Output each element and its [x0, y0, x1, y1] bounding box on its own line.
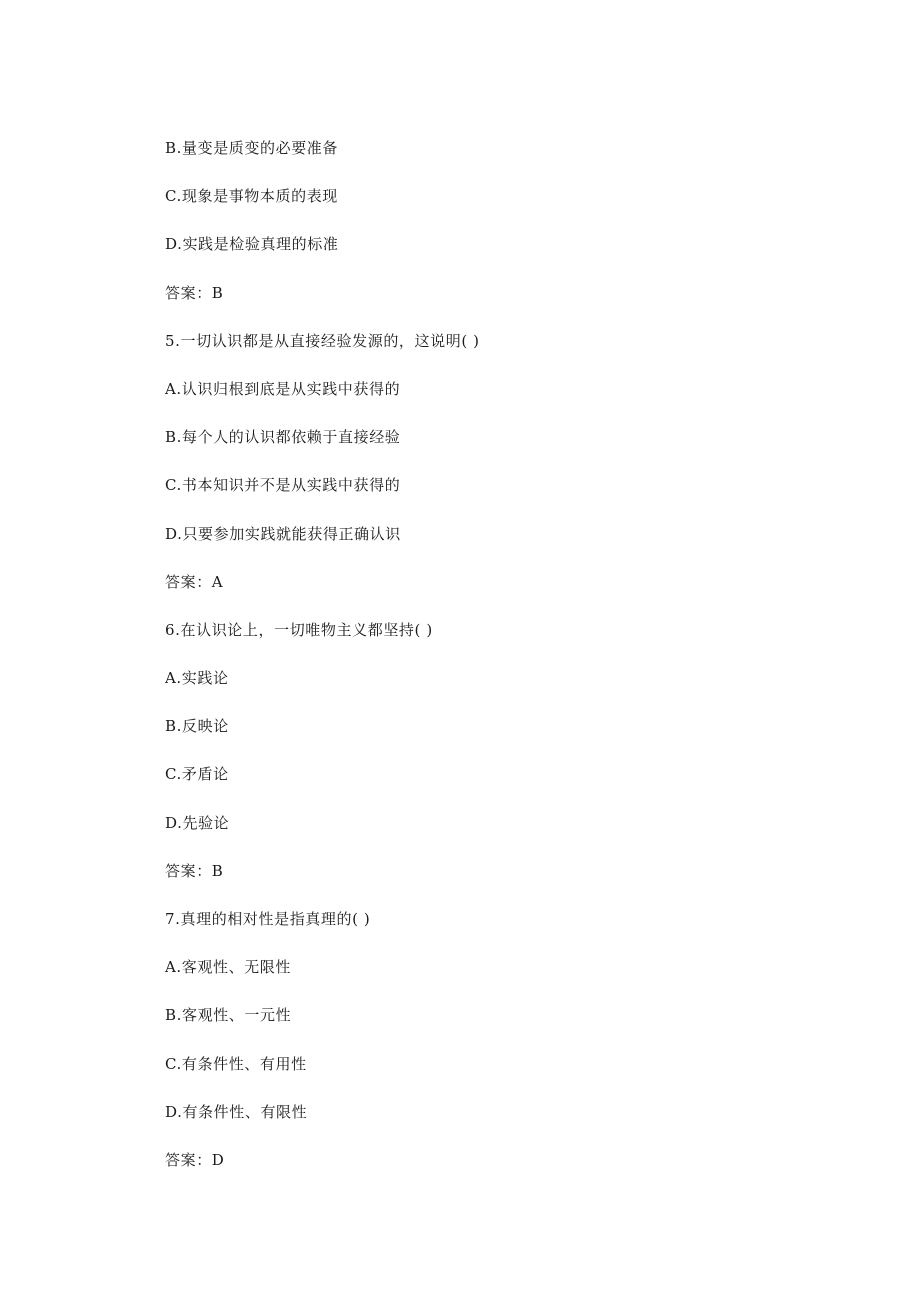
option-5c: C.书本知识并不是从实践中获得的 — [165, 476, 401, 495]
answer-4: 答案：B — [165, 283, 224, 302]
question-5: 5.一切认识都是从直接经验发源的，这说明( ) — [165, 331, 480, 350]
question-7: 7.真理的相对性是指真理的( ) — [165, 910, 371, 928]
option-6b: B.反映论 — [165, 717, 229, 736]
option-7d: D.有条件性、有限性 — [165, 1102, 308, 1121]
option-6c: C.矛盾论 — [165, 765, 229, 784]
option-4b: B.量变是质变的必要准备 — [165, 139, 338, 157]
option-6d: D.先验论 — [165, 813, 230, 832]
option-5b: B.每个人的认识都依赖于直接经验 — [165, 428, 401, 447]
answer-6: 答案：B — [165, 861, 224, 880]
option-4c: C.现象是事物本质的表现 — [165, 187, 338, 206]
option-6a: A.实践论 — [165, 669, 229, 688]
option-5d: D.只要参加实践就能获得正确认识 — [165, 524, 401, 543]
answer-5: 答案：A — [165, 572, 224, 591]
question-6: 6.在认识论上，一切唯物主义都坚持( ) — [165, 620, 433, 639]
answer-7: 答案：D — [165, 1150, 225, 1169]
option-5a: A.认识归根到底是从实践中获得的 — [165, 379, 401, 398]
option-7b: B.客观性、一元性 — [165, 1006, 292, 1025]
option-7a: A.客观性、无限性 — [165, 958, 292, 977]
option-4d: D.实践是检验真理的标准 — [165, 235, 339, 254]
option-7c: C.有条件性、有用性 — [165, 1054, 307, 1073]
